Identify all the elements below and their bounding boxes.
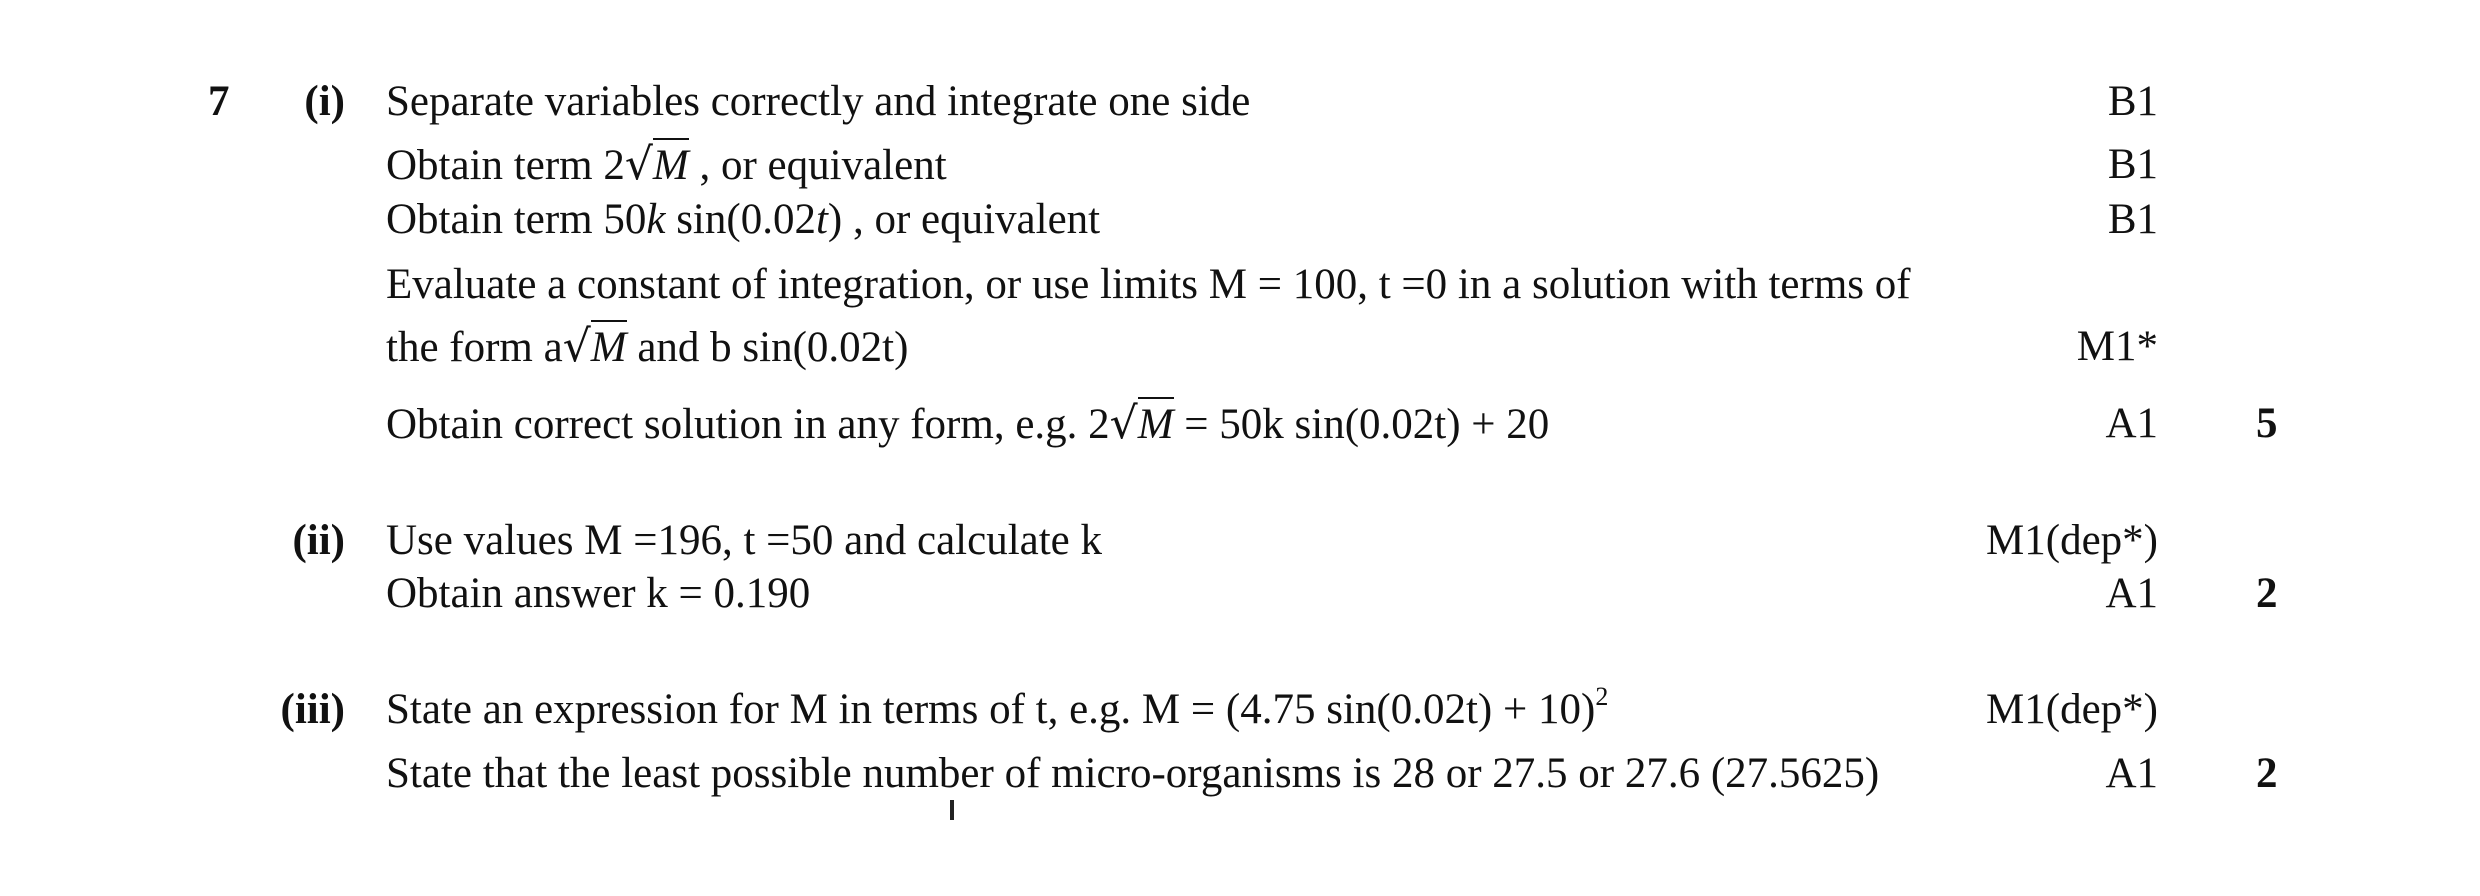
step-mark: A1 <box>2105 750 2158 797</box>
step-text-sqrt <box>386 321 909 372</box>
var-t: t <box>815 196 828 243</box>
step-mark: M1* <box>2076 323 2158 370</box>
step-text: State that the least possible number of micro-organisms is 28 or 27.5 or 27.6 (27.5625) <box>386 750 1880 797</box>
step-text-expression <box>386 682 1609 733</box>
part-total: 2 <box>2256 750 2278 797</box>
step-text-pre: the form a <box>386 324 563 371</box>
radicand: M <box>591 320 627 371</box>
part-total: 2 <box>2256 570 2278 617</box>
step-mark: B1 <box>2107 141 2158 188</box>
exponent: 2 <box>1595 682 1609 711</box>
radical-sign: √ <box>1109 398 1138 449</box>
step-text-pre: State an expression for M in terms of t, e.g. M = (4.75 sin(0.02t) + 10) <box>386 686 1596 733</box>
part-label-i: (i) <box>304 78 345 125</box>
radicand: M <box>653 138 689 189</box>
radical-sign: √ <box>562 321 591 372</box>
step-text-post: and b sin(0.02t) <box>626 324 909 371</box>
part-total: 5 <box>2256 400 2278 447</box>
sqrt-expression <box>562 321 627 372</box>
step-text: Evaluate a constant of integration, or use limits M = 100, t =0 in a solution with terms of <box>386 261 1911 308</box>
step-mark: A1 <box>2105 400 2158 447</box>
scan-artifact <box>950 800 954 820</box>
step-text: Separate variables correctly and integrate one side <box>386 78 1251 125</box>
part-label-iii: (iii) <box>280 686 345 733</box>
var-k: k <box>646 196 666 243</box>
step-text-pre: Obtain correct solution in any form, e.g. 2 <box>386 401 1110 448</box>
radical-sign: √ <box>624 139 653 190</box>
step-mark: B1 <box>2107 196 2158 243</box>
question-number: 7 <box>208 78 230 125</box>
radicand: M <box>1138 397 1174 448</box>
step-text-post: , or equivalent <box>688 142 947 189</box>
step-text: Use values M =196, t =50 and calculate k <box>386 517 1103 564</box>
step-text-pre: Obtain term 2 <box>386 142 625 189</box>
step-text-mid: sin(0.02 <box>665 196 816 243</box>
step-text-post: ) , or equivalent <box>827 196 1101 243</box>
step-mark: A1 <box>2105 570 2158 617</box>
step-mark: M1(dep*) <box>1986 686 2158 733</box>
step-mark: M1(dep*) <box>1986 517 2158 564</box>
sqrt-expression <box>624 139 689 190</box>
step-text-sin <box>386 198 1100 241</box>
part-label-ii: (ii) <box>292 517 345 564</box>
step-text-post: = 50k sin(0.02t) + 20 <box>1173 401 1550 448</box>
step-text-pre: Obtain term 50 <box>386 196 647 243</box>
sqrt-expression <box>1109 398 1174 449</box>
step-mark: B1 <box>2107 78 2158 125</box>
step-text: Obtain answer k = 0.190 <box>386 570 811 617</box>
step-text-sqrt <box>386 139 947 190</box>
step-text-sqrt <box>386 398 1550 449</box>
